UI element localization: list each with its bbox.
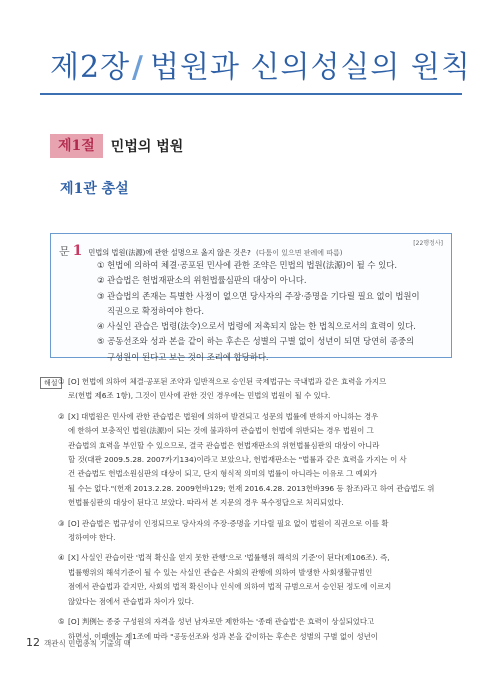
explanation-line: [X] 대법원은 민사에 관한 관습법은 법원에 의하여 발견되고 성문의 법률에 반하지 아니하는 경우 — [68, 411, 379, 421]
explanation-line: 관습법의 효력을 부인할 수 있으므로, 결국 관습법은 헌법재판소의 위헌법률심판의 대상이 아니라 — [68, 440, 380, 450]
question-number: 1 — [72, 243, 83, 259]
section-header — [50, 134, 183, 158]
option-1: ① 헌법에 의하여 체결·공포된 민사에 관한 조약은 민법의 법원(法源)이 될 수 있다. — [97, 260, 398, 270]
explanation-item-4 — [40, 551, 460, 609]
explanation-line: [O] 헌법에 의하여 체결·공포된 조약과 일반적으로 승인된 국제법규는 국내법과 같은 효력을 가지므 — [68, 377, 387, 386]
explanation-line: 할 것(대판 2009.5.28. 2007카기134)이라고 보았으나, 헌법재판소는 "법률과 같은 효력을 가지는 이 사 — [68, 455, 407, 465]
chapter-number: 제2장 — [50, 50, 131, 85]
question-options — [97, 258, 447, 365]
explanation-line: 정하여야 한다. — [68, 533, 116, 543]
subsection-title: 제1관 총설 — [60, 181, 129, 197]
option-5: ⑤ 공동선조와 성과 본을 같이 하는 후손은 성별의 구별 없이 성년이 되면 당연히 종중의 — [97, 336, 415, 347]
question-box — [50, 233, 452, 362]
explanation-line: 하면서, 이때에는 제1조에 따라 "공동선조와 성과 본을 같이하는 후손은 성별의 구별 없이 성년이 — [68, 631, 378, 641]
explanation-number: ⑤ — [58, 617, 65, 627]
explanation-item-2 — [40, 410, 460, 511]
option-3-continued: 직권으로 확정하여야 한다. — [107, 305, 204, 316]
explanation-line: 점에서 관습법과 같지만, 사회의 법적 확신이나 인식에 의하여 법적 규범으로서 승인된 정도에 이르지 — [68, 582, 392, 592]
chapter-title — [50, 42, 471, 86]
question-header — [59, 240, 449, 259]
option-2: ② 관습법은 헌법재판소의 위헌법률심판의 대상이 아니다. — [97, 275, 307, 286]
explanation-line: 건 관습법도 헌법소원심판의 대상이 되고, 단지 형식적 의미의 법률이 아니라는 이유로 그 예외가 — [68, 469, 377, 479]
explanation-line: 될 수는 없다."(헌재 2013.2.28. 2009헌바129; 헌재 2016.4.28. 2013헌바396 등 참조)라고 하여 관습법도 위 — [68, 483, 435, 493]
explanation-line: 법률행위의 해석기준이 될 수 있는 사실인 관습은 사회의 관행에 의하여 발생한 사회생활규범인 — [68, 567, 373, 577]
option-5-continued: 구성원이 된다고 보는 것이 조리에 합당하다. — [107, 351, 269, 362]
explanation-line: [O] 判例는 종중 구성원의 자격을 성년 남자로만 제한하는 '종래 관습법'은 효력이 상실되었다고 — [68, 617, 375, 627]
explanation-item-3 — [40, 517, 460, 546]
explanation-number: ③ — [58, 518, 65, 528]
question-label: 문 — [59, 245, 70, 258]
explanation-line: [X] 사실인 관습이란 '법적 확신을 얻지 못한 관행'으로 '법률행위 해석의 기준'이 된다(제106조). 즉, — [68, 553, 390, 563]
option-3: ③ 관습법의 존재는 특별한 사정이 없으면 당사자의 주장·증명을 기다릴 필요 없이 법원이 — [97, 290, 420, 301]
explanation-badge: 해설 — [40, 377, 62, 389]
explanation-line: [O] 관습법은 법규성이 인정되므로 당사자의 주장·증명을 기다릴 필요 없이 법원이 직권으로 이를 확 — [68, 518, 389, 528]
question-text: 민법의 법원(法源)에 관한 설명으로 옳지 않은 것은? — [88, 248, 251, 257]
book-title: 객관식 민법총칙 기출의 맥 — [44, 639, 131, 648]
explanation-number: ④ — [58, 553, 65, 563]
chapter-name: 법원과 신의성실의 원칙 — [150, 50, 471, 85]
section-title: 민법의 법원 — [110, 139, 184, 155]
explanation-item-1 — [40, 375, 460, 404]
explanation-number: ① — [58, 377, 65, 386]
explanation-line: 에 한하여 보충적인 법원(法源)이 되는 것에 불과하여 관습법이 헌법에 위반되는 경우 법원이 그 — [68, 426, 374, 436]
question-condition: (다툼이 있으면 판례에 따름) — [255, 249, 343, 257]
chapter-divider — [40, 93, 462, 95]
explanation-line: 않았다는 점에서 관습법과 차이가 있다. — [68, 596, 194, 606]
explanation-number: ② — [58, 411, 65, 421]
question-source: [22행정사] — [413, 240, 443, 247]
explanation-line: 로(헌법 제6조 1항), 그것이 민사에 관한 것인 경우에는 민법의 법원이 될 수 있다. — [68, 391, 331, 401]
chapter-slash: / — [132, 50, 145, 85]
option-4: ④ 사실인 관습은 법령(法令)으로서 법령에 저촉되지 않는 한 법칙으로서의 효력이 있다. — [97, 321, 416, 332]
explanation-line: 헌법률심판의 대상이 된다고 보았다. 따라서 본 지문의 경우 복수정답으로 처리되었다. — [68, 498, 344, 508]
explanation — [40, 375, 460, 644]
page-number: 12 — [26, 636, 40, 649]
section-badge: 제1절 — [50, 134, 103, 158]
